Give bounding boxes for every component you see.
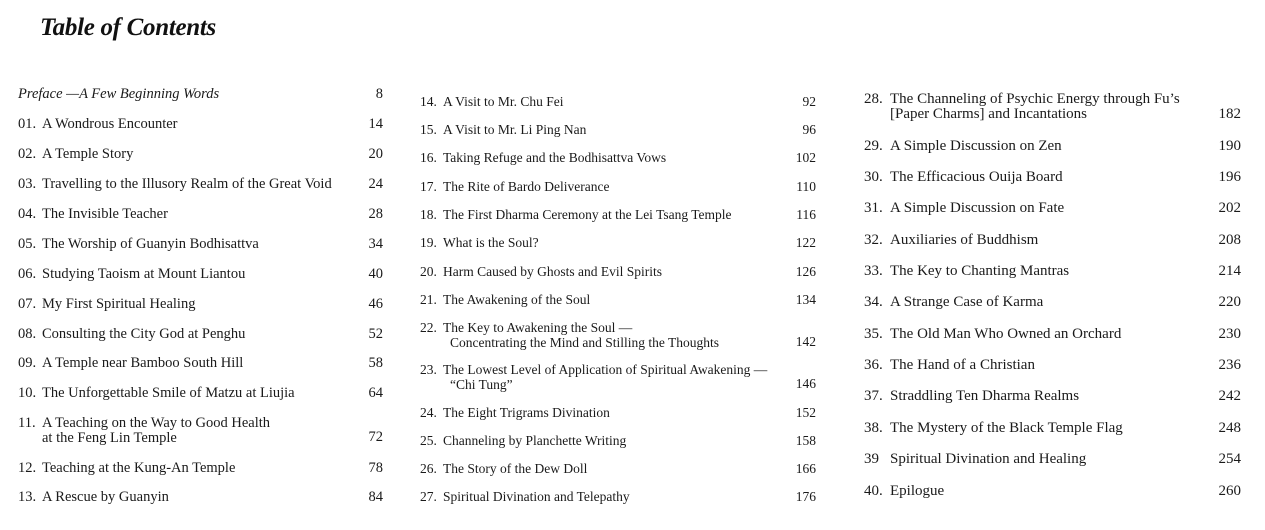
- toc-entry-title: [420, 207, 732, 222]
- toc-entry-line: [864, 264, 1069, 279]
- chapter-number: 32.: [864, 232, 883, 248]
- page-number: 40: [368, 266, 383, 282]
- chapter-title-text: What is the Soul?: [443, 235, 539, 250]
- page-number: 254: [1218, 451, 1241, 467]
- chapter-title-text: [Paper Charms] and Incantations: [890, 106, 1088, 122]
- toc-entry-line: [18, 356, 243, 371]
- page-number: 176: [795, 489, 816, 504]
- toc-entry-title: [18, 461, 235, 476]
- chapter-number: 01.: [18, 116, 37, 132]
- chapter-title-text: Epilogue: [890, 483, 945, 499]
- toc-entry-line: [18, 87, 219, 102]
- chapter-title-text: The Mystery of the Black Temple Flag: [890, 420, 1123, 436]
- toc-entry-title: [420, 264, 662, 279]
- chapter-title-text: Channeling by Planchette Writing: [443, 433, 627, 448]
- chapter-number: 25.: [420, 433, 437, 448]
- page-number: 58: [368, 355, 383, 371]
- toc-entry-line: [18, 327, 245, 342]
- chapter-number: 18.: [420, 207, 437, 222]
- chapter-number: 21.: [420, 292, 437, 307]
- toc-entry-line: [420, 292, 590, 307]
- page-number: 166: [795, 461, 816, 476]
- chapter-title-text: The Eight Trigrams Divination: [443, 405, 610, 420]
- toc-entry-title: [420, 292, 590, 307]
- toc-entry-line: [18, 461, 235, 476]
- toc-entry-title: [864, 295, 1043, 310]
- chapter-title-text: Spiritual Divination and Telepathy: [443, 489, 630, 504]
- chapter-title-text: “Chi Tung”: [450, 377, 513, 392]
- page-number: 110: [796, 179, 816, 194]
- toc-entry-title: [18, 117, 178, 132]
- chapter-number: 22.: [420, 320, 437, 335]
- toc-entry-title: [18, 177, 332, 192]
- page-title: Table of Contents: [40, 14, 216, 41]
- chapter-title-text: Studying Taoism at Mount Liantou: [42, 266, 246, 282]
- toc-entry-title: [864, 484, 944, 499]
- chapter-number: 26.: [420, 461, 437, 476]
- toc-entry-line: [864, 92, 1180, 107]
- toc-entry-title: [18, 147, 133, 162]
- chapter-number: 40.: [864, 483, 883, 499]
- toc-entry-title: [18, 207, 168, 222]
- toc-entry-line: [18, 490, 169, 505]
- chapter-number: 13.: [18, 489, 37, 505]
- page-number: 158: [795, 433, 816, 448]
- chapter-number: 19.: [420, 235, 437, 250]
- chapter-number: 39: [864, 451, 879, 467]
- toc-entry-line: [420, 405, 610, 420]
- toc-entry-title: [864, 170, 1063, 185]
- chapter-title-text: The Invisible Teacher: [42, 206, 168, 222]
- chapter-title-text: Consulting the City God at Penghu: [42, 326, 246, 342]
- chapter-number: 04.: [18, 206, 37, 222]
- toc-entry-title: [420, 461, 587, 476]
- page-number: 236: [1218, 357, 1241, 373]
- toc-entry-line: [420, 461, 587, 476]
- toc-entry-line: [864, 389, 1079, 404]
- toc-entry-title: [18, 267, 245, 282]
- page-number: 208: [1218, 232, 1241, 248]
- toc-entry-title: [18, 416, 270, 446]
- chapter-number: 06.: [18, 266, 37, 282]
- toc-entry-line: [18, 177, 332, 192]
- chapter-number: 33.: [864, 263, 883, 279]
- toc-entry-title: [420, 489, 630, 504]
- toc-entry-title: [864, 92, 1180, 122]
- page-number: 116: [796, 207, 816, 222]
- chapter-title-text: A Simple Discussion on Zen: [890, 138, 1062, 154]
- chapter-title-text: The Worship of Guanyin Bodhisattva: [42, 236, 259, 252]
- chapter-title-text: My First Spiritual Healing: [42, 296, 196, 312]
- chapter-number: 15.: [420, 122, 437, 137]
- toc-entry-line: [864, 484, 944, 499]
- toc-entry-line: [18, 297, 195, 312]
- chapter-number: 28.: [864, 91, 883, 107]
- chapter-title-text: A Temple Story: [42, 146, 134, 162]
- toc-entry-title: [420, 433, 626, 448]
- toc-entry-title: [18, 386, 295, 401]
- chapter-title-text: A Teaching on the Way to Good Health: [42, 415, 271, 431]
- chapter-title-text: The Hand of a Christian: [890, 357, 1035, 373]
- toc-entry-line: [18, 386, 295, 401]
- chapter-number: 12.: [18, 460, 37, 476]
- page-number: 102: [795, 150, 816, 165]
- page-number: 214: [1218, 263, 1241, 279]
- page-number: 64: [368, 385, 383, 401]
- chapter-title-text: Harm Caused by Ghosts and Evil Spirits: [443, 264, 662, 279]
- chapter-title-text: Taking Refuge and the Bodhisattva Vows: [443, 150, 667, 165]
- toc-entry-title: [420, 405, 610, 420]
- toc-entry-title: [864, 201, 1064, 216]
- toc-entry-line: [864, 139, 1062, 154]
- page-number: 146: [795, 376, 816, 391]
- page-number: 182: [1218, 106, 1241, 122]
- toc-entry-line: [420, 320, 719, 335]
- page-number: 242: [1218, 388, 1241, 404]
- chapter-title-text: The Lowest Level of Application of Spiritual Awakening —: [443, 362, 768, 377]
- page-number: 46: [368, 296, 383, 312]
- toc-entry-line: [420, 433, 626, 448]
- toc-entry-line: [18, 267, 245, 282]
- toc-entry-title: [420, 362, 767, 392]
- toc-entry-title: [864, 358, 1035, 373]
- chapter-number: 35.: [864, 326, 883, 342]
- chapter-number: 03.: [18, 176, 37, 192]
- page-number: 122: [795, 235, 816, 250]
- chapter-title-text: Travelling to the Illusory Realm of the Great Void: [42, 176, 332, 192]
- toc-entry-line: [420, 489, 630, 504]
- toc-entry-line: [864, 327, 1121, 342]
- page-number: 260: [1218, 483, 1241, 499]
- chapter-number: 36.: [864, 357, 883, 373]
- page-number: 28: [368, 206, 383, 222]
- chapter-number: 17.: [420, 179, 437, 194]
- page-number: 14: [368, 116, 383, 132]
- chapter-title-text: The Story of the Dew Doll: [443, 461, 588, 476]
- chapter-number: 23.: [420, 362, 437, 377]
- page-number: 20: [368, 146, 383, 162]
- chapter-title-text: The Awakening of the Soul: [443, 292, 591, 307]
- toc-entry-line: [420, 335, 719, 350]
- chapter-title-text: Teaching at the Kung-An Temple: [42, 460, 236, 476]
- chapter-title-text: Straddling Ten Dharma Realms: [890, 388, 1080, 404]
- chapter-number: 02.: [18, 146, 37, 162]
- toc-entry-line: [18, 117, 178, 132]
- chapter-title-text: The Key to Chanting Mantras: [890, 263, 1070, 279]
- chapter-number: 09.: [18, 355, 37, 371]
- toc-entry-line: [864, 201, 1064, 216]
- page-number: 220: [1218, 294, 1241, 310]
- page-number: 24: [368, 176, 383, 192]
- page-number: 78: [368, 460, 383, 476]
- chapter-number: 07.: [18, 296, 37, 312]
- toc-entry-line: [18, 431, 270, 446]
- chapter-number: 31.: [864, 200, 883, 216]
- page-number: 142: [795, 334, 816, 349]
- page-number: 190: [1218, 138, 1241, 154]
- page-number: 96: [802, 122, 816, 137]
- toc-entry-title: [18, 297, 195, 312]
- toc-entry-line: [420, 264, 662, 279]
- toc-entry-line: [864, 233, 1038, 248]
- toc-entry-line: [864, 170, 1063, 185]
- toc-entry-line: [18, 147, 133, 162]
- toc-entry-line: [864, 107, 1180, 122]
- toc-entry-title: [18, 490, 169, 505]
- page-number: 34: [368, 236, 383, 252]
- toc-entry-title: [864, 139, 1062, 154]
- chapter-title-text: Spiritual Divination and Healing: [890, 451, 1087, 467]
- toc-entry-line: [864, 452, 1086, 467]
- toc-entry-line: [420, 122, 586, 137]
- toc-entry-title: [18, 87, 219, 102]
- chapter-title-text: The Unforgettable Smile of Matzu at Liujia: [42, 385, 295, 401]
- chapter-number: 14.: [420, 94, 437, 109]
- toc-entry-line: [420, 235, 539, 250]
- chapter-title-text: at the Feng Lin Temple: [42, 430, 177, 446]
- toc-entry-line: [420, 94, 563, 109]
- page-number: 72: [368, 429, 383, 445]
- toc-entry-title: [420, 94, 563, 109]
- chapter-title-text: The Channeling of Psychic Energy through Fu’s: [890, 91, 1180, 107]
- toc-entry-line: [864, 295, 1043, 310]
- toc-entry-line: [18, 207, 168, 222]
- chapter-title-text: A Strange Case of Karma: [890, 294, 1044, 310]
- page-number: 196: [1218, 169, 1241, 185]
- toc-entry-title: [864, 233, 1038, 248]
- toc-entry-title: [864, 452, 1086, 467]
- chapter-title-text: Preface —A Few Beginning Words: [18, 86, 220, 102]
- chapter-title-text: The Key to Awakening the Soul —: [443, 320, 633, 335]
- chapter-number: 38.: [864, 420, 883, 436]
- toc-entry-title: [420, 150, 666, 165]
- chapter-title-text: A Wondrous Encounter: [42, 116, 178, 132]
- toc-entry-title: [864, 327, 1121, 342]
- chapter-title-text: Concentrating the Mind and Stilling the Thoughts: [450, 335, 719, 350]
- chapter-number: 10.: [18, 385, 37, 401]
- chapter-title-text: Auxiliaries of Buddhism: [890, 232, 1039, 248]
- toc-entry-line: [420, 362, 767, 377]
- chapter-number: 05.: [18, 236, 37, 252]
- chapter-title-text: The Efficacious Ouija Board: [890, 169, 1063, 185]
- toc-entry-line: [420, 150, 666, 165]
- chapter-title-text: A Temple near Bamboo South Hill: [42, 355, 244, 371]
- page-number: 202: [1218, 200, 1241, 216]
- page-number: 134: [795, 292, 816, 307]
- page-number: 248: [1218, 420, 1241, 436]
- toc-entry-line: [18, 237, 259, 252]
- toc-entry-title: [864, 421, 1123, 436]
- toc-entry-line: [18, 416, 270, 431]
- chapter-title-text: The Old Man Who Owned an Orchard: [890, 326, 1122, 342]
- chapter-number: 24.: [420, 405, 437, 420]
- toc-entry-title: [18, 237, 259, 252]
- toc-entry-title: [864, 264, 1069, 279]
- chapter-number: 37.: [864, 388, 883, 404]
- page-number: 8: [375, 86, 383, 102]
- page-number: 152: [795, 405, 816, 420]
- toc-entry-title: [18, 356, 243, 371]
- chapter-number: 30.: [864, 169, 883, 185]
- toc-entry-line: [420, 377, 767, 392]
- toc-entry-title: [420, 179, 609, 194]
- chapter-number: 08.: [18, 326, 37, 342]
- page-number: 126: [795, 264, 816, 279]
- toc-entry-line: [864, 421, 1123, 436]
- chapter-title-text: A Visit to Mr. Chu Fei: [443, 94, 564, 109]
- chapter-title-text: The First Dharma Ceremony at the Lei Tsang Temple: [443, 207, 732, 222]
- toc-entry-line: [420, 207, 732, 222]
- chapter-title-text: The Rite of Bardo Deliverance: [443, 179, 610, 194]
- toc-entry-title: [420, 320, 719, 350]
- chapter-number: 20.: [420, 264, 437, 279]
- toc-entry-line: [864, 358, 1035, 373]
- toc-entry-title: [864, 389, 1079, 404]
- page-number: 92: [802, 94, 816, 109]
- toc-entry-title: [18, 327, 245, 342]
- toc-entry-title: [420, 235, 539, 250]
- page-number: 84: [368, 489, 383, 505]
- chapter-title-text: A Rescue by Guanyin: [42, 489, 169, 505]
- chapter-number: 16.: [420, 150, 437, 165]
- chapter-title-text: A Visit to Mr. Li Ping Nan: [443, 122, 587, 137]
- chapter-number: 34.: [864, 294, 883, 310]
- chapter-number: 27.: [420, 489, 437, 504]
- chapter-number: 11.: [18, 415, 36, 431]
- toc-entry-line: [420, 179, 609, 194]
- chapter-title-text: A Simple Discussion on Fate: [890, 200, 1065, 216]
- page-number: 52: [368, 326, 383, 342]
- page-number: 230: [1218, 326, 1241, 342]
- chapter-number: 29.: [864, 138, 883, 154]
- toc-entry-title: [420, 122, 586, 137]
